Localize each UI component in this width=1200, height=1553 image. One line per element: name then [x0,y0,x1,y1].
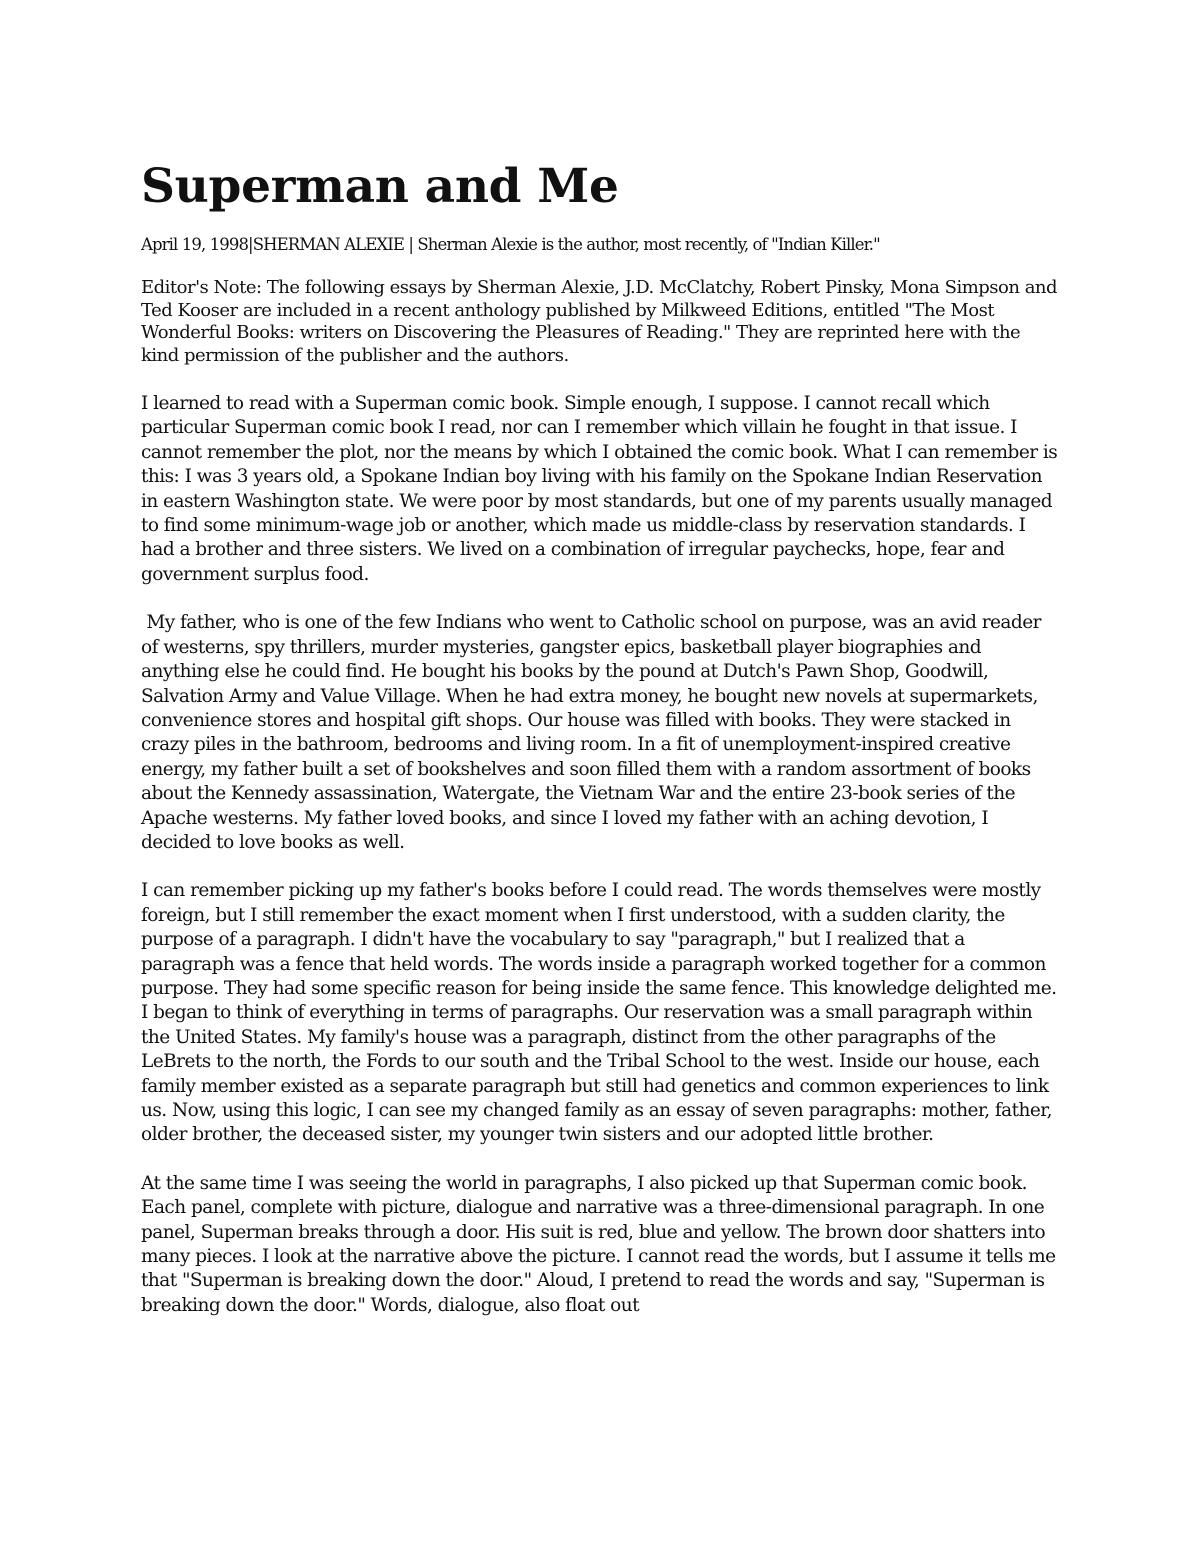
body-paragraph-2-text: My father, who is one of the few Indians who went to Catholic school on purpose, was an avid reader of westerns, spy thrillers, murder mysteries, gangster epics, basketball player biographies and anything else he could find. He bought his books by the pound at Dutch's Pawn Shop, Goodwill, Salvation Army and Value Village. When he had extra money, he bought new novels at supermarkets, convenience stores and hospital gift shops. Our house was filled with books. They were stacked in crazy piles in the bathroom, bedrooms and living room. In a fit of unemployment-inspired creative energy, my father built a set of bookshelves and soon filled them with a random assortment of books about the Kennedy assassination, Watergate, the Vietnam War and the entire 23-book series of the Apache westerns. My father loved books, and since I loved my father with an aching devotion, I decided to love books as well. [141,612,1041,853]
body-paragraph-1: I learned to read with a Superman comic book. Simple enough, I suppose. I cannot recall which particular Superman comic book I read, nor can I remember which villain he fought in that issue. I cannot remember the plot, nor the means by which I obtained the comic book. What I can remember is this: I was 3 years old, a Spokane Indian boy living with his family on the Spokane Indian Reservation in eastern Washington state. We were poor by most standards, but one of my parents usually managed to find some minimum-wage job or another, which made us middle-class by reservation standards. I had a brother and three sisters. We lived on a combination of irregular paychecks, hope, fear and government surplus food. [141,393,1058,585]
body-paragraph-4: At the same time I was seeing the world in paragraphs, I also picked up that Superman comic book. Each panel, complete with picture, dialogue and narrative was a three-dimensional paragraph. In one panel, Superman breaks through a door. His suit is red, blue and yellow. The brown door shatters into many pieces. I look at the narrative above the picture. I cannot read the words, but I assume it tells me that "Superman is breaking down the door." Aloud, I pretend to read the words and say, "Superman is breaking down the door." Words, dialogue, also float out [141,1172,1056,1316]
byline: April 19, 1998|SHERMAN ALEXIE | Sherman Alexie is the author, most recently, of "Indian Killer." [141,235,880,255]
body-paragraph-3: I can remember picking up my father's books before I could read. The words themselves were mostly foreign, but I still remember the exact moment when I first understood, with a sudden clarity, the purpose of a paragraph. I didn't have the vocabulary to say "paragraph," but I realized that a paragraph was a fence that held words. The words inside a paragraph worked together for a common purpose. They had some specific reason for being inside the same fence. This knowledge delighted me. I began to think of everything in terms of paragraphs. Our reservation was a small paragraph within the United States. My family's house was a paragraph, distinct from the other paragraphs of the LeBrets to the north, the Fords to our south and the Tribal School to the west. Inside our house, each family member existed as a separate paragraph but still had genetics and common experiences to link us. Now, using this logic, I can see my changed family as an essay of seven paragraphs: mother, father, older brother, the deceased sister, my younger twin sisters and our adopted little brother. [141,880,1057,1146]
body-paragraph-2 [141,611,1061,855]
document-page [141,160,1061,1342]
editor-note: Editor's Note: The following essays by Sherman Alexie, J.D. McClatchy, Robert Pinsky, Mona Simpson and Ted Kooser are included in a recent anthology published by Milkweed Editions, entitled "The Most Wonderful Books: writers on Discovering the Pleasures of Reading." They are reprinted here with the kind permission of the publisher and the authors. [141,277,1058,366]
document-title: Superman and Me [141,159,619,214]
